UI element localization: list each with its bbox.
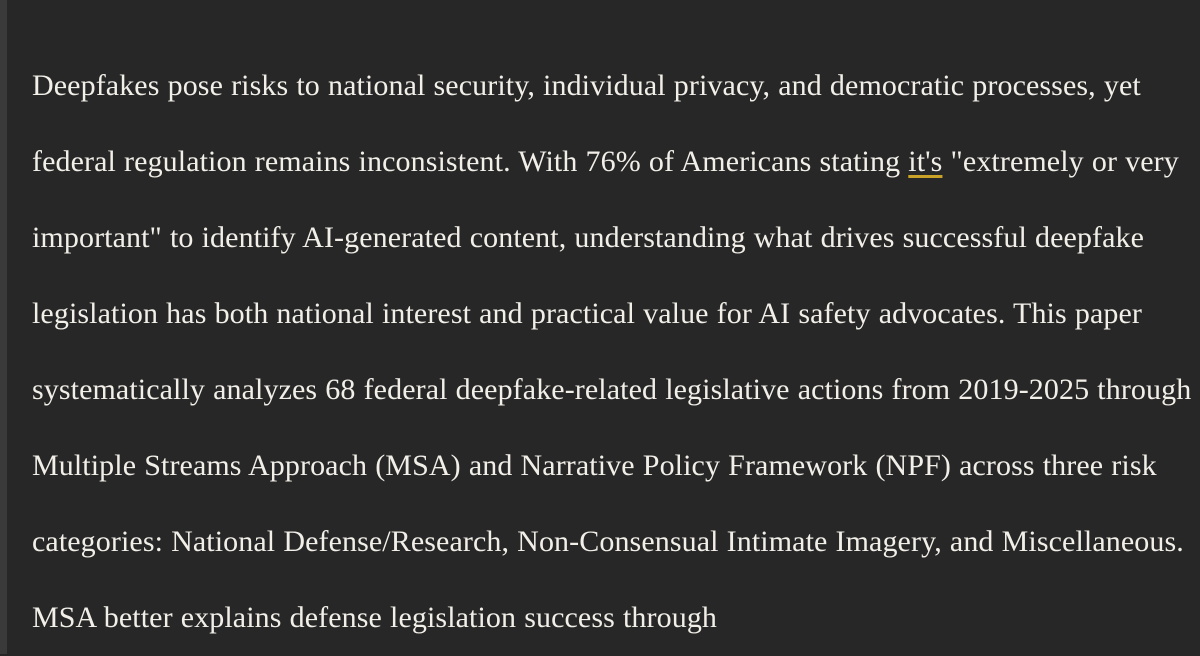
spellcheck-flagged-word[interactable]: it's xyxy=(908,145,943,178)
left-margin-rule xyxy=(0,0,7,654)
abstract-text-part-1: Deepfakes pose risks to national security, individual privacy, and democratic processes, yet federal regulation remains inconsistent. With 76% of Americans stating xyxy=(32,69,1141,178)
abstract-text-part-2: "extremely or very important" to identify AI-generated content, understanding what drives successful deepfake legislation has both national interest and practical value for AI safety advocates. This paper systematically analyzes 68 federal deepfake-related legislative actions from 2019-2025 through Multiple Streams Approach (MSA) and Narrative Policy Framework (NPF) across three risk categories: National Defense/Research, Non-Consensual Intimate Imagery, and Miscellaneous. MSA better explains defense legislation success through xyxy=(32,145,1192,634)
abstract-paragraph xyxy=(32,48,1192,656)
